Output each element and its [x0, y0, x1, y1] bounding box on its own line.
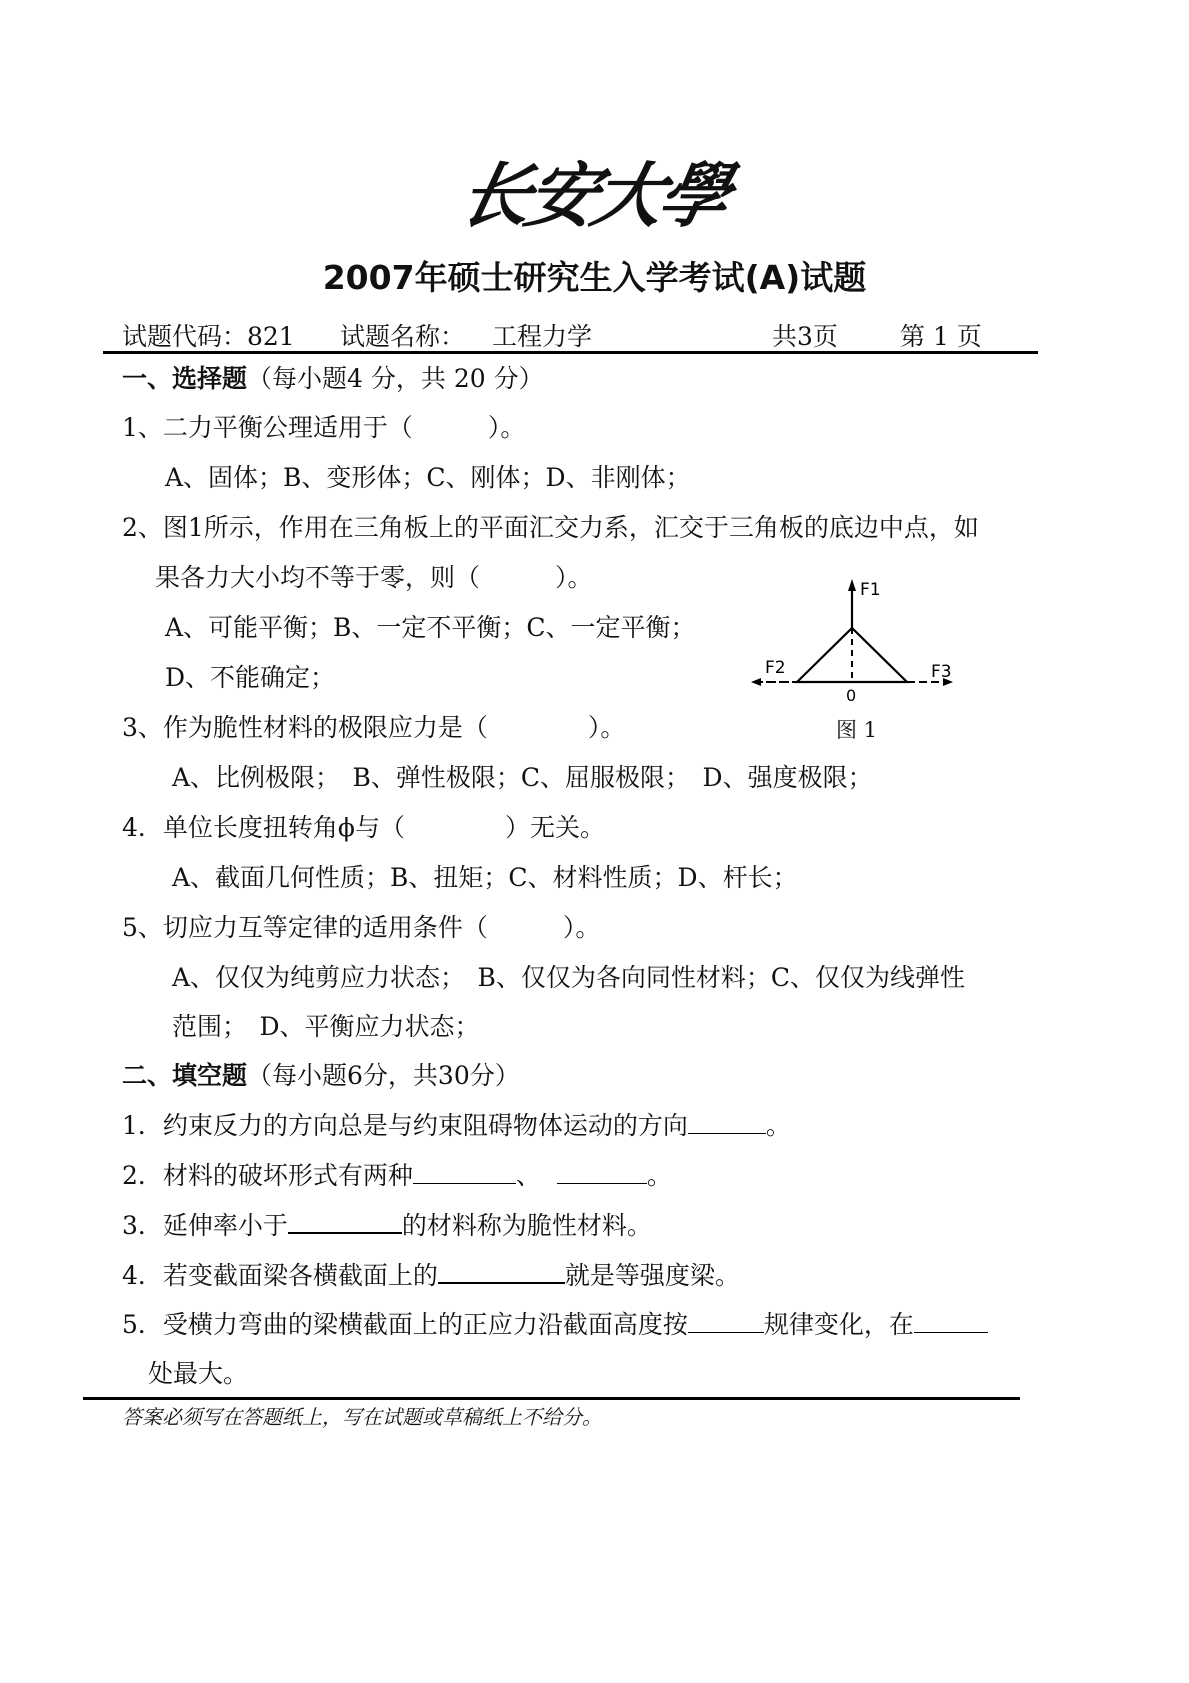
- header-rule: [103, 351, 1038, 354]
- exam-code: 试题代码：821: [122, 322, 295, 351]
- fq5-text: 5．受横力弯曲的梁横截面上的正应力沿截面高度按: [122, 1310, 688, 1339]
- total-pages: 共3页: [772, 322, 838, 351]
- question-4-options: A、截面几何性质；B、扭矩；C、材料性质；D、杆长；: [172, 863, 798, 892]
- section1-heading: [122, 362, 544, 396]
- answer-blank: [914, 1308, 988, 1333]
- answer-blank: [438, 1258, 565, 1284]
- f1-arrowhead-icon: [848, 579, 856, 591]
- question-2-line2: 果各力大小均不等于零，则（ ）。: [155, 563, 593, 592]
- label-origin: 0: [846, 686, 857, 705]
- university-logo: 长安大學: [452, 154, 735, 237]
- question-1-options: A、固体；B、变形体；C、刚体；D、非刚体；: [165, 463, 691, 492]
- section2-heading: [122, 1059, 520, 1093]
- question-5-options1: A、仅仅为纯剪应力状态； B、仅仅为各向同性材料；C、仅仅为线弹性: [172, 963, 966, 992]
- section1-note: （每小题4 分，共 20 分）: [247, 364, 544, 393]
- fq5-mid: 规律变化，在: [763, 1310, 914, 1339]
- question-5-options2: 范围； D、平衡应力状态；: [172, 1012, 480, 1041]
- f2-arrowhead-icon: [751, 678, 761, 686]
- question-4: 4．单位长度扭转角ϕ与（ ）无关。: [122, 813, 605, 842]
- question-2-options2: D、不能确定；: [165, 663, 336, 692]
- exam-name-label: 试题名称：: [340, 322, 466, 351]
- page-number: 第 1 页: [900, 322, 982, 351]
- footer-note: 答案必须写在答题纸上，写在试题或草稿纸上不给分。: [122, 1405, 602, 1429]
- fill-question-2: [122, 1159, 672, 1193]
- answer-blank: [688, 1308, 764, 1333]
- section1-title: 一、选择题: [122, 364, 248, 393]
- fill-question-4: [122, 1258, 740, 1293]
- fq1-end: 。: [765, 1111, 791, 1140]
- section2-note: （每小题6分，共30分）: [247, 1061, 520, 1090]
- fq3-end: 的材料称为脆性材料。: [401, 1211, 652, 1240]
- fill-question-5-line2: 处最大。: [148, 1359, 249, 1388]
- section2-title: 二、填空题: [122, 1061, 248, 1090]
- answer-blank: [557, 1159, 647, 1184]
- fq3-text: 3．延伸率小于: [122, 1211, 288, 1240]
- label-f1: F1: [860, 580, 881, 600]
- figure-1-caption: 图 1: [836, 718, 878, 742]
- question-3: 3、作为脆性材料的极限应力是（ ）。: [122, 713, 626, 742]
- fq4-text: 4．若变截面梁各横截面上的: [122, 1261, 438, 1290]
- exam-name-value: 工程力学: [492, 322, 593, 351]
- fq1-text: 1．约束反力的方向总是与约束阻碍物体运动的方向: [122, 1111, 688, 1140]
- fill-question-1: [122, 1109, 791, 1143]
- question-5: 5、切应力互等定律的适用条件（ ）。: [122, 913, 601, 942]
- question-2-line1: 2、图1所示，作用在三角板上的平面汇交力系，汇交于三角板的底边中点，如: [122, 513, 979, 542]
- label-f3: F3: [931, 662, 952, 682]
- answer-blank: [288, 1208, 402, 1234]
- exam-title: 2007年硕士研究生入学考试(A)试题: [322, 258, 867, 297]
- label-f2: F2: [765, 658, 786, 678]
- fill-question-5: [122, 1308, 988, 1342]
- figure-1-triangle-diagram: [745, 575, 965, 705]
- fq4-end: 就是等强度梁。: [564, 1261, 740, 1290]
- answer-blank: [413, 1159, 516, 1184]
- answer-blank: [688, 1109, 766, 1134]
- question-3-options: A、比例极限； B、弹性极限；C、屈服极限； D、强度极限；: [172, 763, 873, 792]
- fq2-end: 。: [646, 1161, 672, 1190]
- fq2-text: 2．材料的破坏形式有两种: [122, 1161, 413, 1190]
- fq2-sep: 、: [515, 1161, 541, 1190]
- fill-question-3: [122, 1208, 652, 1243]
- question-2-options1: A、可能平衡；B、一定不平衡；C、一定平衡；: [165, 613, 696, 642]
- question-1: 1、二力平衡公理适用于（ ）。: [122, 413, 526, 442]
